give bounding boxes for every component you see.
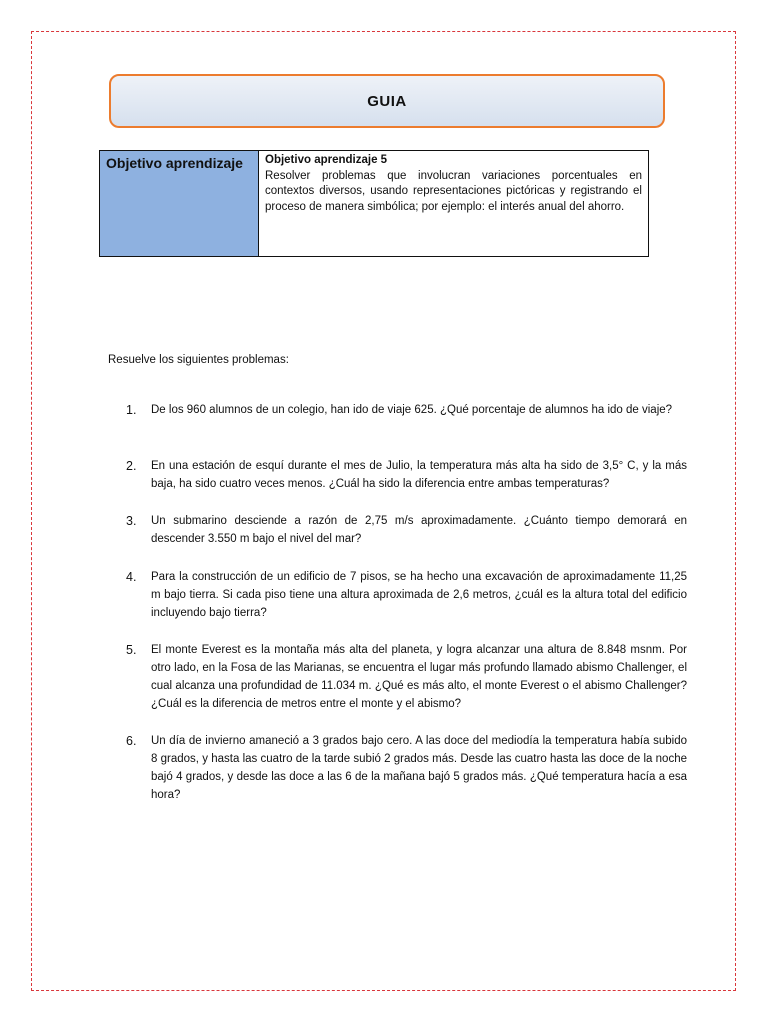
problem-text: En una estación de esquí durante el mes de Julio, la temperatura más alta ha sido de 3,5° C, y la más baja, ha sido cuatro veces menos. ¿Cuál ha sido la diferencia entre ambas temperaturas? <box>151 460 687 490</box>
objective-text: Resolver problemas que involucran variaciones porcentuales en contextos diversos, usando representaciones pictóricas y registrando el proceso de manera simbólica; por ejemplo: el interés anual del ahorro. <box>265 169 642 213</box>
objective-content-cell <box>259 151 648 256</box>
problem-number: 2. <box>126 459 137 473</box>
problem-number: 5. <box>126 643 137 657</box>
problem-number: 4. <box>126 570 137 584</box>
problem-text: Un día de invierno amaneció a 3 grados bajo cero. A las doce del mediodía la temperatura había subido 8 grados, y hasta las cuatro de la tarde subió 2 grados más. Desde las cuatro hasta las doce de la noche bajó 4 grados, y desde las doce a las 6 de la mañana bajó 5 grados más. ¿Qué temperatura hacía a esa hora? <box>151 735 687 801</box>
instructions-text: Resuelve los siguientes problemas: <box>108 354 289 366</box>
problem-number: 6. <box>126 734 137 748</box>
problem-text: Para la construcción de un edificio de 7 pisos, se ha hecho una excavación de aproximadamente 11,25 m bajo tierra. Si cada piso tiene una altura aproximada de 2,6 metros, ¿cuál es la altura total del edificio incluyendo bajo tierra? <box>151 571 687 619</box>
problem-text: El monte Everest es la montaña más alta del planeta, y logra alcanzar una altura de 8.848 msnm. Por otro lado, en la Fosa de las Marianas, se encuentra el lugar más profundo llamado abismo Challenger, el cual alcanza una profundidad de 11.034 m. ¿Qué es más alto, el monte Everest o el abismo Challenger? ¿Cuál es la diferencia de metros entre el monte y el abismo? <box>151 644 687 710</box>
objective-heading: Objetivo aprendizaje 5 <box>265 154 388 166</box>
problem-number: 3. <box>126 514 137 528</box>
title-banner <box>109 74 665 128</box>
objective-label: Objetivo aprendizaje <box>106 155 243 171</box>
problem-text: Un submarino desciende a razón de 2,75 m/s aproximadamente. ¿Cuánto tiempo demorará en descender 3.550 m bajo el nivel del mar? <box>151 515 687 545</box>
page-title: GUIA <box>367 92 407 110</box>
problem-text: De los 960 alumnos de un colegio, han ido de viaje 625. ¿Qué porcentaje de alumnos ha ido de viaje? <box>151 404 673 416</box>
problem-item <box>108 512 687 548</box>
problem-number: 1. <box>126 403 137 417</box>
problem-item <box>108 457 687 493</box>
problem-item <box>108 401 687 419</box>
problem-item <box>108 732 687 804</box>
objective-table <box>99 150 649 257</box>
problem-item <box>108 641 687 713</box>
objective-label-cell <box>100 151 259 256</box>
problem-item <box>108 568 687 622</box>
